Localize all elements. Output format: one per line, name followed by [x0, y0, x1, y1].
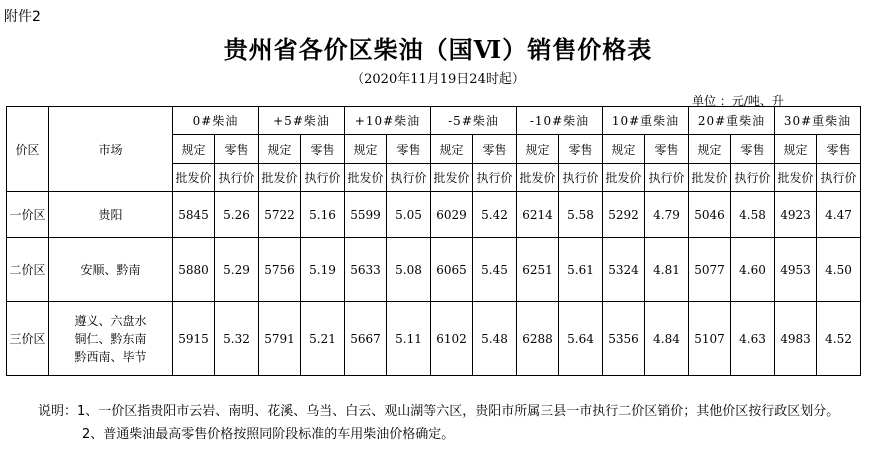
retail-price-cell: 5.08	[387, 238, 431, 302]
wholesale-price-cell: 5791	[259, 302, 301, 376]
header-wholesale-bottom: 批发价	[517, 164, 559, 192]
header-wholesale-top: 规定	[775, 135, 817, 164]
market-line: 铜仁、黔东南	[74, 331, 147, 346]
header-product: 0#柴油	[173, 107, 259, 135]
retail-price-cell: 4.52	[817, 302, 861, 376]
price-zone-cell: 二价区	[7, 238, 49, 302]
retail-price-cell: 5.29	[215, 238, 259, 302]
header-product: -5#柴油	[431, 107, 517, 135]
retail-price-cell: 5.21	[301, 302, 345, 376]
retail-price-cell: 5.64	[559, 302, 603, 376]
market-line: 贵阳	[98, 208, 123, 222]
header-retail-bottom: 执行价	[473, 164, 517, 192]
header-retail-top: 零售	[215, 135, 259, 164]
header-retail-bottom: 执行价	[215, 164, 259, 192]
header-retail-top: 零售	[559, 135, 603, 164]
market-cell	[49, 302, 173, 376]
retail-price-cell: 5.05	[387, 192, 431, 238]
wholesale-price-cell: 5722	[259, 192, 301, 238]
header-retail-bottom: 执行价	[301, 164, 345, 192]
header-product: -10#柴油	[517, 107, 603, 135]
header-product: 10#重柴油	[603, 107, 689, 135]
header-wholesale-top: 规定	[603, 135, 645, 164]
header-wholesale-bottom: 批发价	[431, 164, 473, 192]
wholesale-price-cell: 5356	[603, 302, 645, 376]
market-cell	[49, 238, 173, 302]
wholesale-price-cell: 5667	[345, 302, 387, 376]
wholesale-price-cell: 6065	[431, 238, 473, 302]
header-product: 30#重柴油	[775, 107, 861, 135]
header-wholesale-bottom: 批发价	[775, 164, 817, 192]
wholesale-price-cell: 5756	[259, 238, 301, 302]
unit-label: 单位 ：元/吨、升	[692, 94, 784, 108]
wholesale-price-cell: 5324	[603, 238, 645, 302]
retail-price-cell: 4.50	[817, 238, 861, 302]
retail-price-cell: 4.58	[731, 192, 775, 238]
wholesale-price-cell: 5046	[689, 192, 731, 238]
table-row	[7, 302, 861, 376]
wholesale-price-cell: 5880	[173, 238, 215, 302]
header-wholesale-bottom: 批发价	[689, 164, 731, 192]
diesel-price-table	[6, 106, 861, 376]
header-wholesale-top: 规定	[431, 135, 473, 164]
retail-price-cell: 4.63	[731, 302, 775, 376]
retail-price-cell: 5.45	[473, 238, 517, 302]
wholesale-price-cell: 5845	[173, 192, 215, 238]
wholesale-price-cell: 5077	[689, 238, 731, 302]
wholesale-price-cell: 6288	[517, 302, 559, 376]
attachment-label: 附件2	[4, 9, 41, 25]
header-wholesale-bottom: 批发价	[603, 164, 645, 192]
wholesale-price-cell: 6029	[431, 192, 473, 238]
retail-price-cell: 5.16	[301, 192, 345, 238]
header-product: +5#柴油	[259, 107, 345, 135]
header-wholesale-bottom: 批发价	[173, 164, 215, 192]
header-price-zone: 价区	[7, 107, 49, 192]
retail-price-cell: 5.32	[215, 302, 259, 376]
table-row	[7, 238, 861, 302]
wholesale-price-cell: 4983	[775, 302, 817, 376]
header-product: +10#柴油	[345, 107, 431, 135]
header-wholesale-top: 规定	[689, 135, 731, 164]
header-retail-bottom: 执行价	[645, 164, 689, 192]
retail-price-cell: 5.58	[559, 192, 603, 238]
market-line: 安顺、黔南	[80, 263, 141, 277]
wholesale-price-cell: 5633	[345, 238, 387, 302]
wholesale-price-cell: 4923	[775, 192, 817, 238]
retail-price-cell: 4.81	[645, 238, 689, 302]
retail-price-cell: 5.61	[559, 238, 603, 302]
note-1: 说明：1、一价区指贵阳市云岩、南明、花溪、乌当、白云、观山湖等六区，贵阳市所属三县一市执行二价区销价；其他价区按行政区划分。	[38, 404, 840, 419]
header-wholesale-top: 规定	[517, 135, 559, 164]
header-retail-top: 零售	[387, 135, 431, 164]
header-wholesale-top: 规定	[345, 135, 387, 164]
retail-price-cell: 5.11	[387, 302, 431, 376]
market-cell	[49, 192, 173, 238]
retail-price-cell: 5.26	[215, 192, 259, 238]
header-wholesale-top: 规定	[173, 135, 215, 164]
notes-section	[10, 402, 870, 444]
price-zone-cell: 一价区	[7, 192, 49, 238]
price-zone-cell: 三价区	[7, 302, 49, 376]
wholesale-price-cell: 6251	[517, 238, 559, 302]
header-retail-bottom: 执行价	[387, 164, 431, 192]
header-wholesale-top: 规定	[259, 135, 301, 164]
header-market: 市场	[49, 107, 173, 192]
wholesale-price-cell: 5107	[689, 302, 731, 376]
header-product: 20#重柴油	[689, 107, 775, 135]
header-wholesale-bottom: 批发价	[345, 164, 387, 192]
table-row	[7, 192, 861, 238]
retail-price-cell: 4.84	[645, 302, 689, 376]
page-title: 贵州省各价区柴油（国Ⅵ）销售价格表	[223, 35, 653, 64]
wholesale-price-cell: 5292	[603, 192, 645, 238]
retail-price-cell: 4.60	[731, 238, 775, 302]
market-line: 黔西南、毕节	[74, 349, 147, 364]
header-retail-top: 零售	[731, 135, 775, 164]
retail-price-cell: 4.47	[817, 192, 861, 238]
retail-price-cell: 4.79	[645, 192, 689, 238]
wholesale-price-cell: 6214	[517, 192, 559, 238]
header-retail-top: 零售	[817, 135, 861, 164]
wholesale-price-cell: 4953	[775, 238, 817, 302]
header-retail-bottom: 执行价	[559, 164, 603, 192]
wholesale-price-cell: 5599	[345, 192, 387, 238]
header-retail-top: 零售	[473, 135, 517, 164]
wholesale-price-cell: 6102	[431, 302, 473, 376]
retail-price-cell: 5.48	[473, 302, 517, 376]
retail-price-cell: 5.42	[473, 192, 517, 238]
retail-price-cell: 5.19	[301, 238, 345, 302]
header-retail-bottom: 执行价	[731, 164, 775, 192]
note-2: 2、普通柴油最高零售价格按照同阶段标准的车用柴油价格确定。	[82, 427, 455, 442]
header-retail-top: 零售	[301, 135, 345, 164]
wholesale-price-cell: 5915	[173, 302, 215, 376]
header-wholesale-bottom: 批发价	[259, 164, 301, 192]
header-retail-top: 零售	[645, 135, 689, 164]
effective-date-subtitle: （2020年11月19日24时起）	[351, 72, 525, 87]
header-retail-bottom: 执行价	[817, 164, 861, 192]
market-line: 遵义、六盘水	[74, 313, 147, 328]
